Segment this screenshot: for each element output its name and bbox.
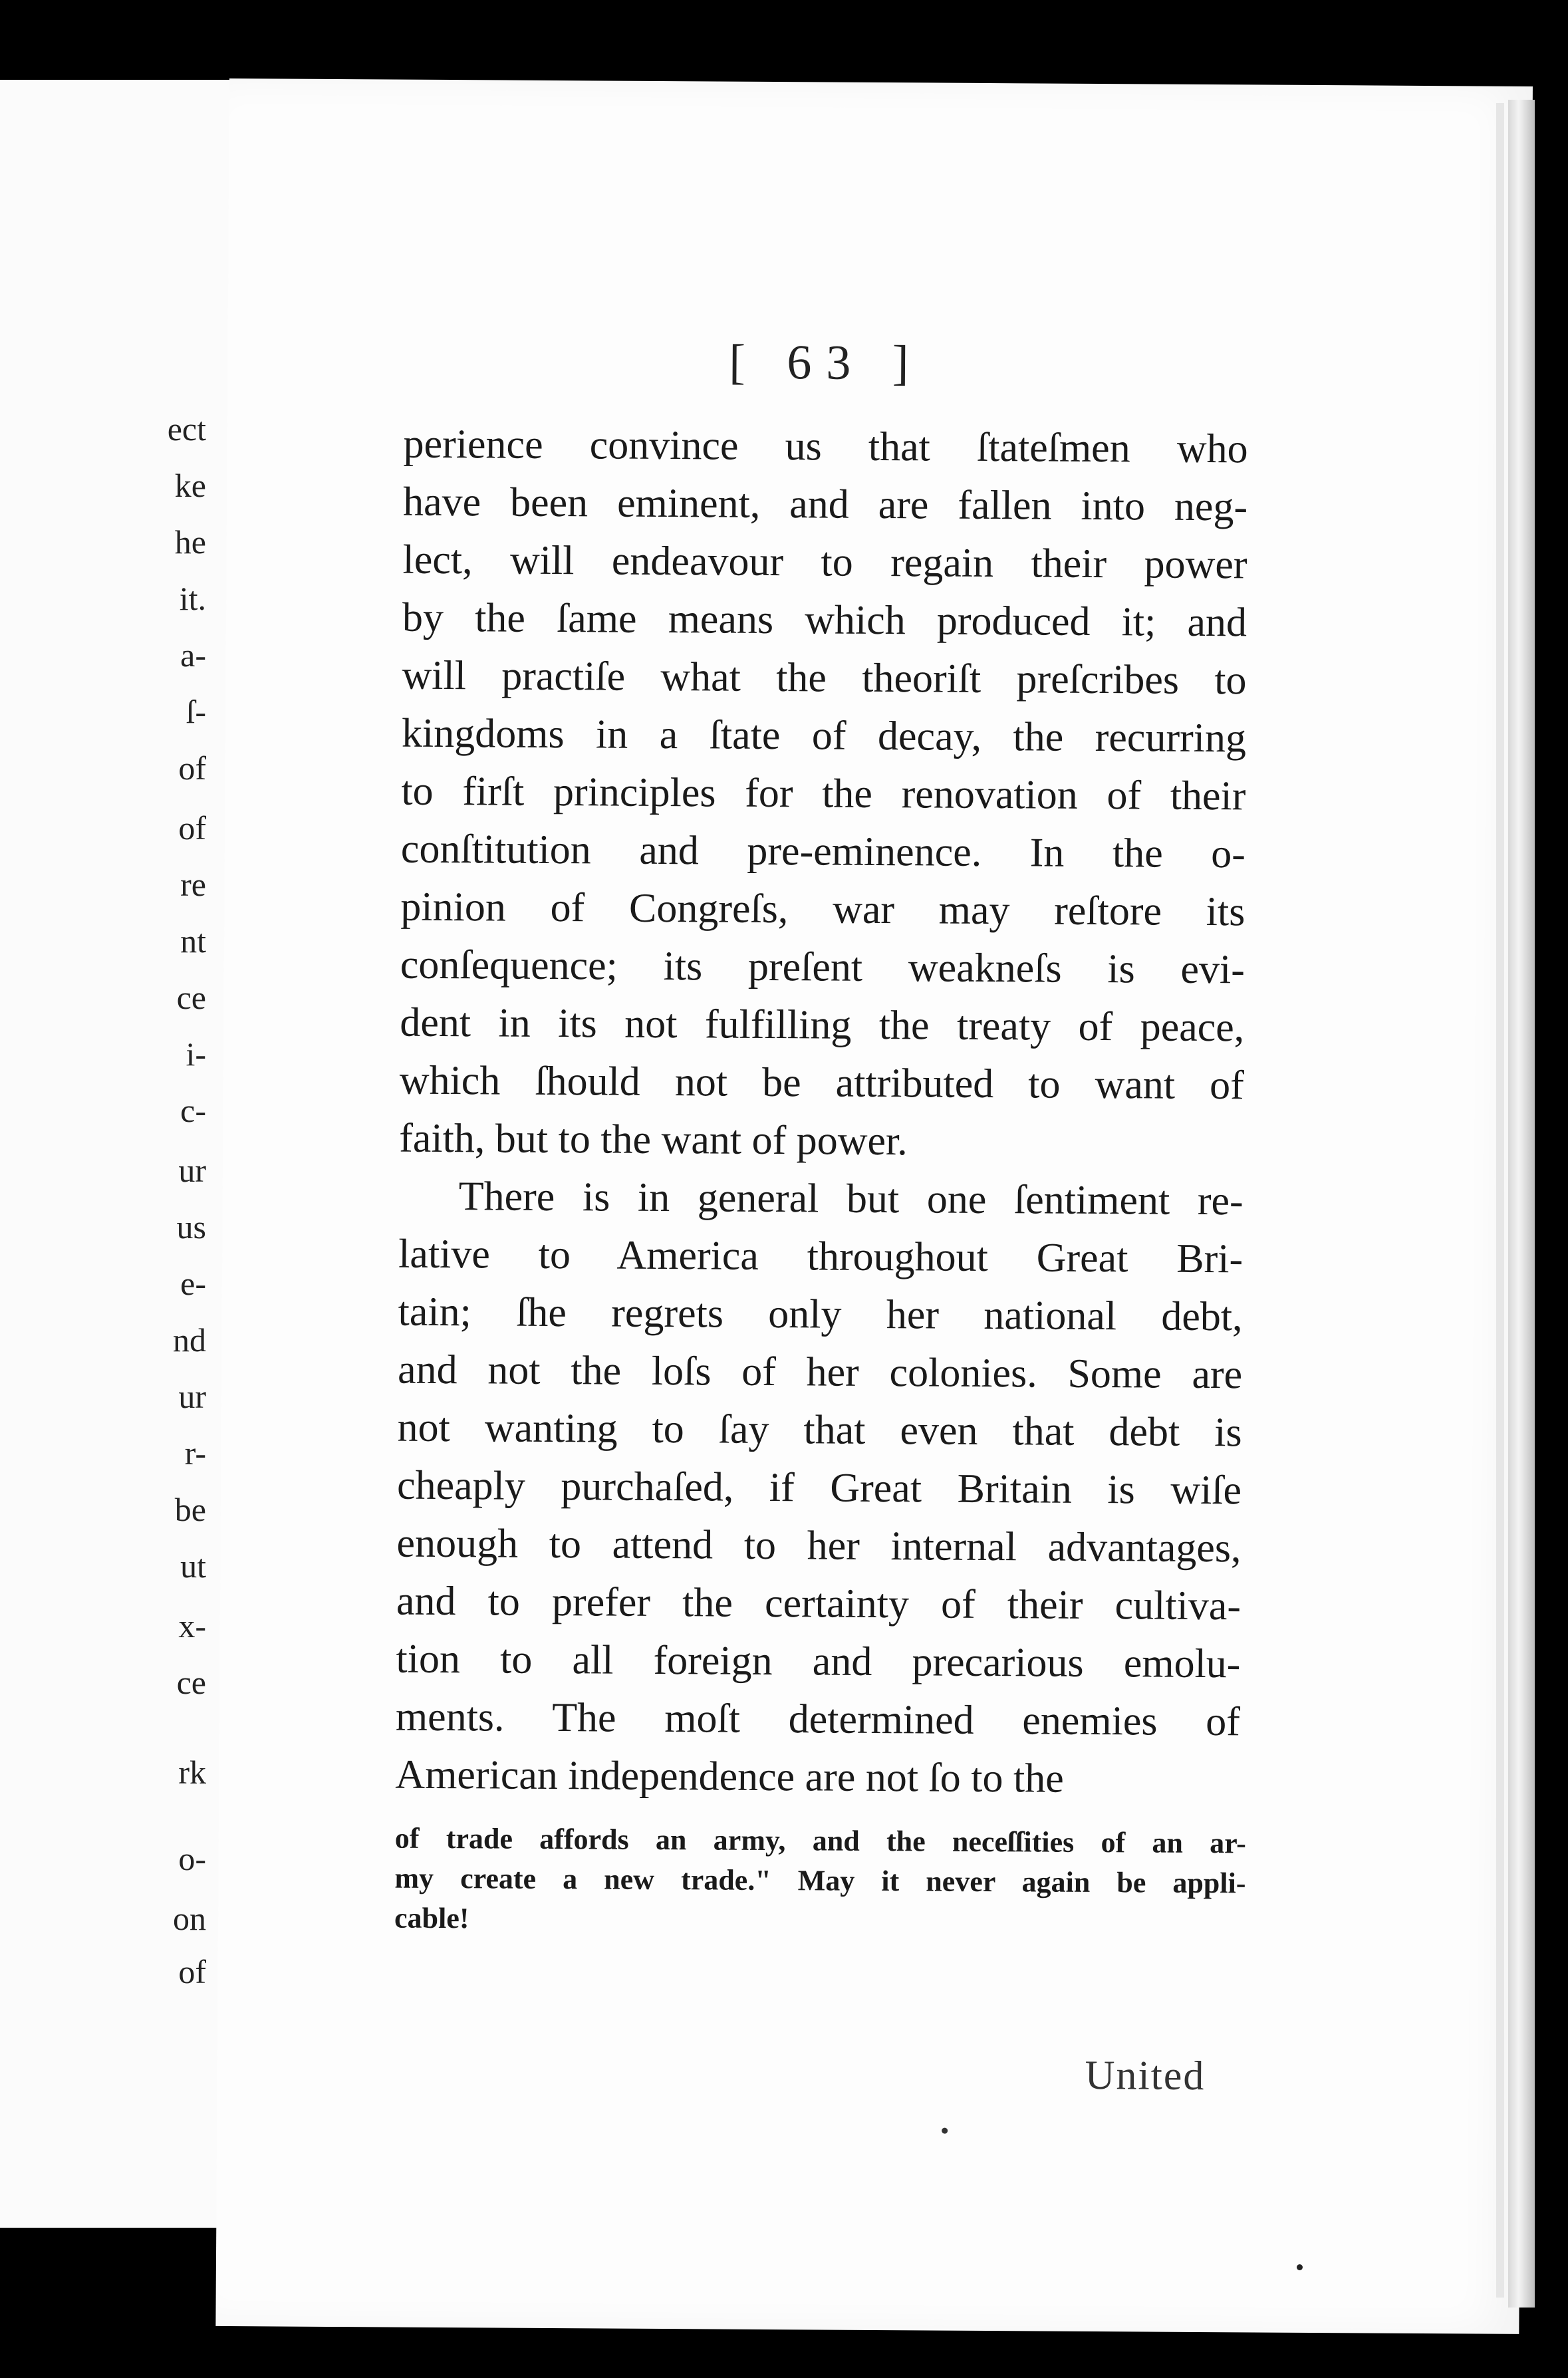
footnote-line: cable! (394, 1901, 469, 1935)
para1-line: by the ſame means which produced it; and (402, 594, 1247, 646)
left-page-fragment: ur (178, 1378, 206, 1415)
footnote-line: my create a new trade." May it never again be appli- (394, 1861, 1246, 1900)
para1-line: lect, will endeavour to regain their power (402, 537, 1247, 588)
page-content (394, 80, 1250, 2099)
paragraph-2 (395, 1168, 1243, 1809)
paragraph-1 (399, 416, 1248, 1173)
para1-line: perience convince us that ſtateſmen who (403, 421, 1248, 472)
page-edge-inner (1496, 103, 1504, 2298)
para1-line: pinion of Congreſs, war may reſtore its (400, 884, 1245, 935)
left-page-fragment: ſ- (186, 693, 206, 730)
para2-line: cheaply purchaſed, if Great Britain is wiſe (396, 1462, 1242, 1514)
left-page-fragment: be (174, 1491, 206, 1528)
left-page-fragment: it. (179, 580, 206, 617)
para2-line: and to prefer the certainty of their cultiva- (396, 1578, 1241, 1629)
book-page (215, 78, 1533, 2334)
para2-line: lative to America throughout Great Bri- (398, 1231, 1243, 1282)
para1-line: conſtitution and pre-eminence. In the o- (400, 826, 1246, 877)
para1-line: to firſt principles for the renovation of their (401, 768, 1246, 819)
catchword: United (1085, 2052, 1206, 2099)
para2-line: American independence are not ſo to the (395, 1752, 1064, 1801)
left-page-fragment: he (174, 523, 206, 561)
left-page-fragment: of (178, 809, 206, 847)
para1-line: kingdoms in a ſtate of decay, the recurring (401, 710, 1247, 761)
left-page-fragment: e- (180, 1265, 206, 1302)
ink-speck (942, 2128, 948, 2134)
left-page-fragment: i- (186, 1035, 206, 1073)
para2-line: tain; ſhe regrets only her national debt, (398, 1289, 1243, 1340)
left-page-fragment: ce (176, 979, 206, 1016)
left-page-fragment: ce (176, 1664, 206, 1701)
left-page-fragment: c- (180, 1092, 206, 1129)
left-page-text-fragments (0, 80, 239, 2228)
page-edge-outer (1508, 100, 1535, 2308)
page-number: [ 63 ] (729, 334, 924, 391)
para1-line: dent in its not fulfilling the treaty of peace, (400, 999, 1245, 1051)
left-page-fragment: on (173, 1900, 206, 1937)
para2-line: enough to attend to her internal advantages, (396, 1520, 1241, 1571)
left-page-fragment: ur (178, 1152, 206, 1189)
para2-line: There is in general but one ſentiment re- (458, 1174, 1243, 1224)
para2-line: not wanting to ſay that even that debt is (397, 1404, 1242, 1456)
para1-line: faith, but to the want of power. (399, 1115, 908, 1164)
left-page-fragment: ke (174, 467, 206, 504)
para2-line: ments. The moſt determined enemies of (395, 1694, 1241, 1745)
footnote (394, 1819, 1246, 1944)
left-page-fragment: re (180, 866, 206, 903)
para2-line: tion to all foreign and precarious emolu- (396, 1636, 1241, 1687)
para1-line: will practiſe what the theoriſt preſcribes to (402, 652, 1247, 704)
left-page-fragment: nt (180, 922, 206, 960)
para1-line: conſequence; its preſent weakneſs is evi- (400, 942, 1245, 993)
body-text (395, 416, 1248, 1809)
left-page-fragment: r- (184, 1434, 206, 1472)
ink-speck-2 (1297, 2264, 1303, 2270)
para1-line: have been eminent, and are fallen into neg- (402, 479, 1248, 530)
para1-line: which ſhould not be attributed to want of (399, 1057, 1244, 1109)
left-page-fragment: o- (178, 1840, 206, 1877)
left-page-fragment: x- (178, 1607, 206, 1645)
left-page-fragment: nd (173, 1321, 206, 1359)
left-page-fragment: of (178, 749, 206, 787)
footnote-line: of trade affords an army, and the neceſſities of an ar- (394, 1821, 1246, 1860)
left-page-edge (0, 80, 239, 2228)
left-page-fragment: us (176, 1208, 206, 1246)
left-page-fragment: ut (180, 1547, 206, 1585)
left-page-fragment: ect (167, 410, 206, 448)
para2-line: and not the loſs of her colonies. Some are (397, 1347, 1243, 1398)
left-page-fragment: a- (180, 636, 206, 674)
left-page-fragment: of (178, 1953, 206, 1990)
left-page-fragment: rk (178, 1754, 206, 1791)
